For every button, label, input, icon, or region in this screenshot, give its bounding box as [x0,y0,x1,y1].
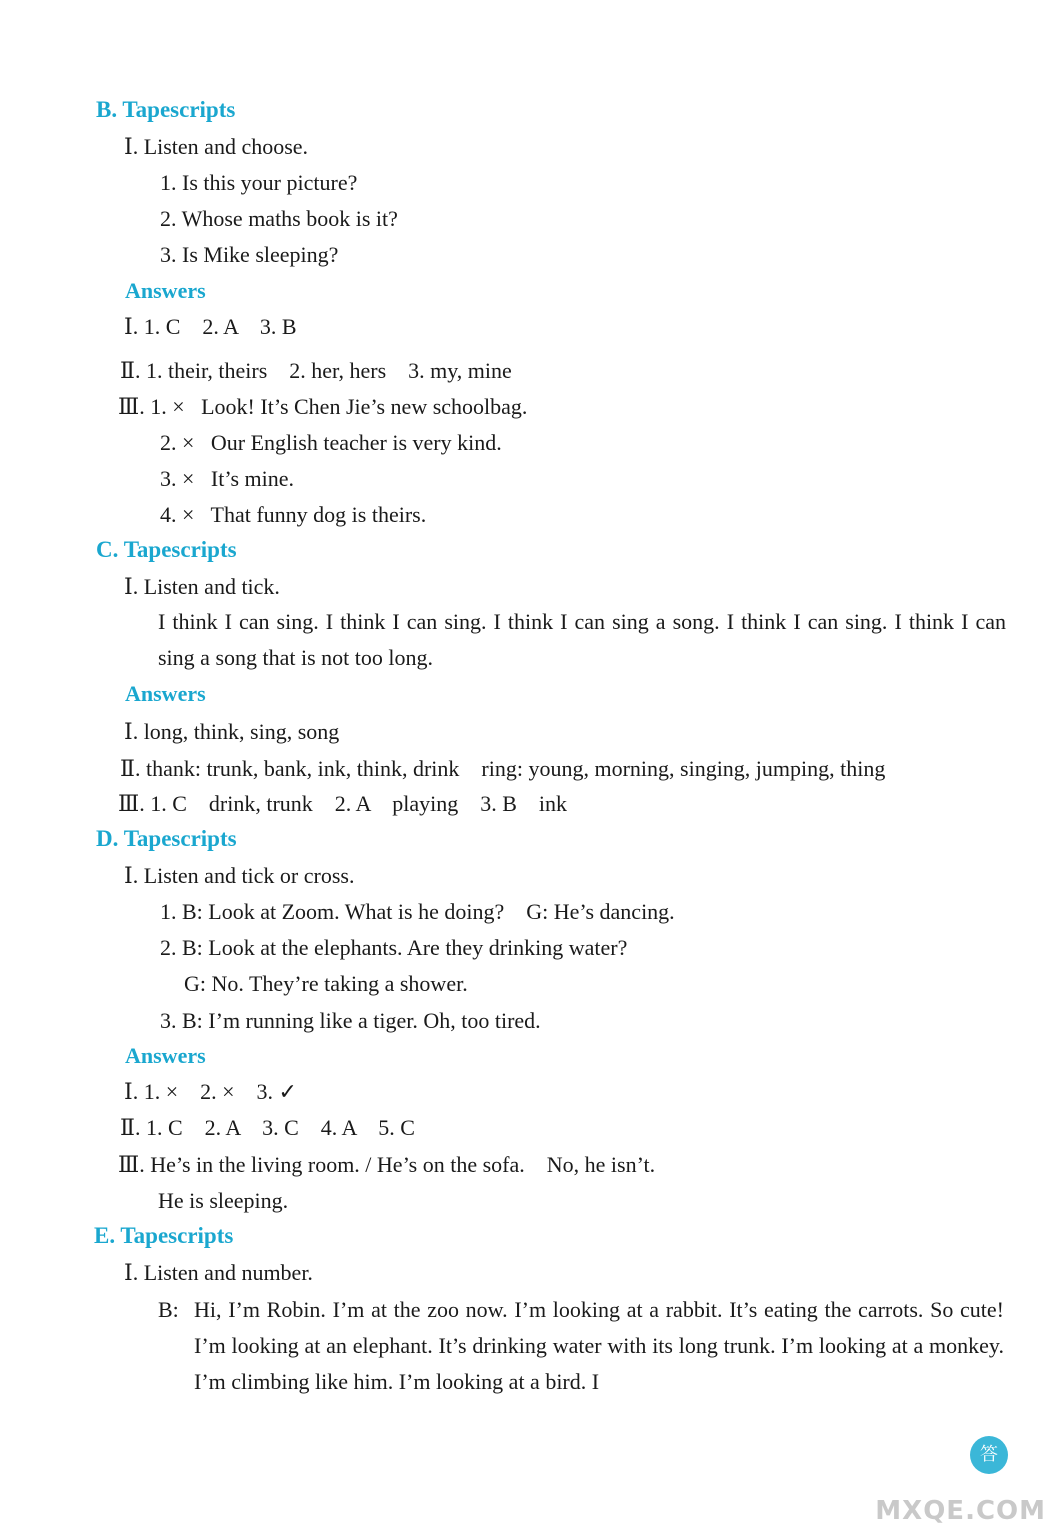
section-d-line-4: 3. B: I’m running like a tiger. Oh, too tired. [160,1008,541,1033]
section-c-paragraph: I think I can sing. I think I can sing. I think I can sing a song. I think I can sing. I think I can sing a song that is not too long. [158,609,1006,670]
section-c-answer-3: Ⅲ. 1. C drink, trunk 2. A playing 3. B ink [118,791,568,816]
section-b-line-1: 1. Is this your picture? [160,170,358,195]
watermark-text: MXQE.COM [875,1496,1046,1526]
section-b-answer-6: 4. × That funny dog is theirs. [160,502,427,527]
section-b-part1-title: Ⅰ. Listen and choose. [124,134,309,159]
section-c-answer-2: Ⅱ. thank: trunk, bank, ink, think, drink ring: young, morning, singing, jumping, thing [120,756,886,781]
section-e-part1-title: Ⅰ. Listen and number. [124,1260,313,1285]
section-d-answer-1: Ⅰ. 1. × 2. × 3. ✓ [124,1079,297,1104]
section-d-answer-3: Ⅲ. He’s in the living room. / He’s on the sofa. No, he isn’t. [118,1152,656,1177]
section-b-answer-4: 2. × Our English teacher is very kind. [160,430,502,455]
section-e-heading: E. Tapescripts [94,1223,234,1248]
section-d-heading: D. Tapescripts [96,826,237,851]
section-e-paragraph: Hi, I’m Robin. I’m at the zoo now. I’m looking at a rabbit. It’s eating the carrots. So cute! I’m looking at an elephant. It’s drinking water with its long trunk. I’m looking at a monkey. I’m climbing like him. I’m looking at a bird. I [194,1297,1004,1394]
section-d-line-3: G: No. They’re taking a shower. [184,971,468,996]
section-b-heading: B. Tapescripts [96,97,236,122]
section-d-answer-2: Ⅱ. 1. C 2. A 3. C 4. A 5. C [120,1115,415,1140]
section-d-answer-4: He is sleeping. [158,1188,289,1213]
section-d-answers-label: Answers [125,1043,206,1068]
section-b-answer-1: Ⅰ. 1. C 2. A 3. B [124,314,297,339]
section-b-answers-label: Answers [125,278,206,303]
section-e-speaker: B: [158,1297,179,1322]
section-d-line-2: 2. B: Look at the elephants. Are they drinking water? [160,935,628,960]
section-c-heading: C. Tapescripts [96,537,237,562]
section-c-answer-1: Ⅰ. long, think, sing, song [124,719,340,744]
section-b-answer-2: Ⅱ. 1. their, theirs 2. her, hers 3. my, mine [120,358,512,383]
section-d-line-1: 1. B: Look at Zoom. What is he doing? G: He’s dancing. [160,899,675,924]
section-b-answer-3: Ⅲ. 1. × Look! It’s Chen Jie’s new schoolbag. [118,394,528,419]
section-d-part1-title: Ⅰ. Listen and tick or cross. [124,863,355,888]
section-b-line-3: 3. Is Mike sleeping? [160,242,339,267]
section-b-line-2: 2. Whose maths book is it? [160,206,398,231]
section-b-answer-5: 3. × It’s mine. [160,466,295,491]
section-c-part1-title: Ⅰ. Listen and tick. [124,574,280,599]
watermark-badge: 答 [970,1436,1008,1474]
section-c-answers-label: Answers [125,681,206,706]
